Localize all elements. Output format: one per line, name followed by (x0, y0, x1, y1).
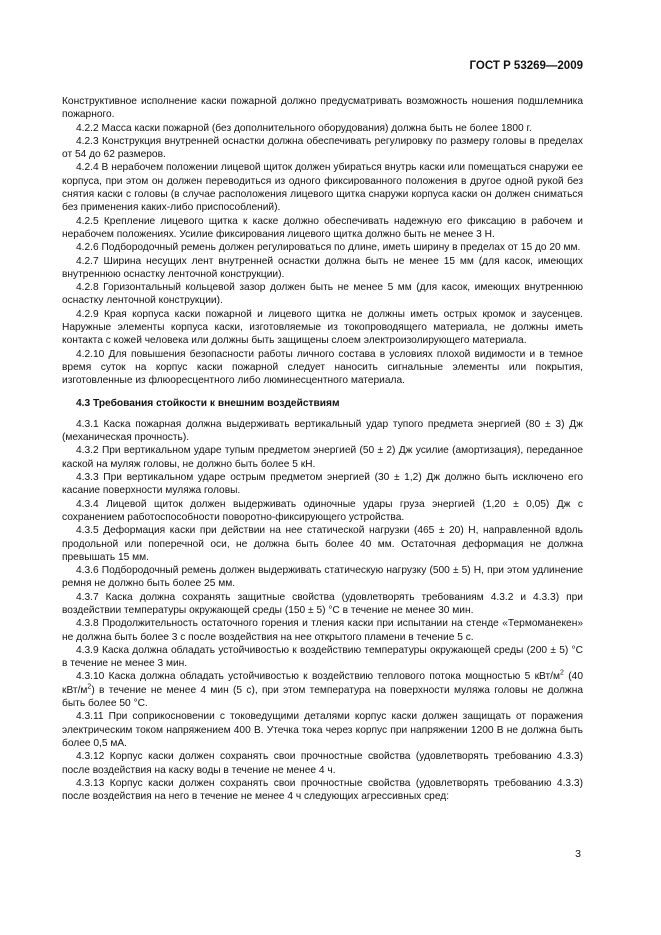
paragraph-4-3-10 (62, 670, 583, 710)
paragraph: 4.3.4 Лицевой щиток должен выдерживать одиночные удары груза энергией (1,20 ± 0,05) Дж с сохранением работоспособности поворотно-фиксирующего устройства. (62, 498, 583, 523)
paragraph: 4.3.1 Каска пожарная должна выдерживать вертикальный удар тупого предмета энергией (80 ± 3) Дж (механическая прочность). (62, 418, 583, 444)
section-heading: 4.3 Требования стойкости к внешним воздействиям (76, 397, 340, 409)
paragraph: 4.2.8 Горизонтальный кольцевой зазор должен быть не менее 5 мм (для касок, имеющих внутреннюю оснастку ленточной конструкции). (62, 282, 583, 307)
paragraph: 4.3.7 Каска должна сохранять защитные свойства (удовлетворять требованиям 4.3.2 и 4.3.3) при воздействии температуры окружающей среды (150 ± 5) °С в течение не менее 30 мин. (62, 591, 583, 616)
page-number: 3 (575, 848, 581, 860)
paragraph: 4.2.3 Конструкция внутренней оснастки должна обеспечивать регулировку по размеру головы в пределах от 54 до 62 размеров. (62, 135, 583, 161)
paragraph: 4.2.5 Крепление лицевого щитка к каске должно обеспечивать надежную его фиксацию в рабочем и нерабочем положениях. Усилие фиксирования лицевого щитка должно быть не менее 3 Н. (62, 215, 583, 240)
paragraph: 4.2.10 Для повышения безопасности работы личного состава в условиях плохой видимости и в темное время суток на корпус каски пожарной следует наносить сигнальные элементы или покрытия, изготовленные из флюоресцентного либо люминесцентного материала. (62, 348, 583, 387)
text-segment: ) в течение не менее 4 мин (5 с), при этом температура на поверхности муляжа головы не должна быть более 50 °С. (62, 684, 583, 710)
document-body (62, 95, 583, 803)
text-segment: 4.3.10 Каска должна обладать устойчивостью к воздействию теплового потока мощностью 5 кВт/м (76, 671, 561, 683)
paragraph: 4.3.2 При вертикальном ударе тупым предметом энергией (50 ± 2) Дж усилие (амортизация), переданное каской на муляж головы, не должно быть более 5 кН. (62, 445, 583, 470)
standard-header: ГОСТ Р 53269—2009 (469, 60, 583, 72)
superscript: 2 (87, 683, 92, 691)
paragraph: 4.3.9 Каска должна обладать устойчивостью к воздействию температуры окружающей среды (200 ± 5) °С в течение не менее 3 мин. (62, 644, 583, 670)
paragraph: 4.3.11 При соприкосновении с токоведущими деталями корпус каски должен защищать от поражения электрическим током напряжением 400 В. Утечка тока через корпус при напряжении 1200 В не должна быть более 0,5 мА. (62, 711, 583, 749)
superscript: 2 (560, 670, 564, 678)
paragraph: 4.2.7 Ширина несущих лент внутренней оснастки должна быть не менее 15 мм (для касок, имеющих внутреннюю оснастку ленточной конструкции). (62, 255, 583, 280)
paragraph: 4.3.3 При вертикальном ударе острым предметом энергией (30 ± 1,2) Дж должно быть исключено его касание поверхности муляжа головы. (62, 472, 583, 497)
paragraph: 4.2.6 Подбородочный ремень должен регулироваться по длине, иметь ширину в пределах от 15 до 20 мм. (76, 242, 581, 254)
paragraph: 4.2.4 В нерабочем положении лицевой щиток должен убираться внутрь каски или помещаться снаружи ее корпуса, при этом он должен переводиться из одного фиксированного положения в другое одной рукой без снятия каски с головы (в случае расположения лицевого щитка снаружи корпуса каски он должен сниматься без применения каких-либо приспособлений). (62, 162, 583, 214)
paragraph: 4.3.13 Корпус каски должен сохранять свои прочностные свойства (удовлетворять требованию 4.3.3) после воздействия на него в течение не менее 4 ч следующих агрессивных сред: (62, 777, 583, 803)
paragraph: 4.3.5 Деформация каски при действии на нее статической нагрузки (465 ± 20) Н, направленной вдоль продольной или поперечной оси, не должна быть более 40 мм. Остаточная деформация не должна превышать 15 мм. (62, 525, 583, 563)
paragraph: 4.3.12 Корпус каски должен сохранять свои прочностные свойства (удовлетворять требованию 4.3.3) после воздействия на каску воды в течение не менее 4 ч. (62, 751, 583, 776)
paragraph: 4.3.8 Продолжительность остаточного горения и тления каски при испытании на стенде «Термоманекен» не должна быть более 3 с после воздействия на нее открытого пламени в течение 5 с. (62, 618, 583, 643)
text-segment: (40 кВт/м (62, 671, 584, 696)
paragraph: 4.2.2 Масса каски пожарной (без дополнительного оборудования) должна быть не более 1800 г. (76, 122, 532, 134)
paragraph: 4.3.6 Подбородочный ремень должен выдерживать статическую нагрузку (500 ± 5) Н, при этом удлинение ремня не должно быть более 25 мм. (62, 565, 583, 590)
paragraph: 4.2.9 Края корпуса каски пожарной и лицевого щитка не должны иметь острых кромок и заусенцев. Наружные элементы корпуса каски, изготовляемые из токопроводящего материала, не должны иметь контакта с кожей человека или должны быть защищены слоем электроизолирующего материала. (62, 308, 583, 347)
paragraph: Конструктивное исполнение каски пожарной должно предусматривать возможность ношения подшлемника пожарного. (62, 96, 583, 121)
